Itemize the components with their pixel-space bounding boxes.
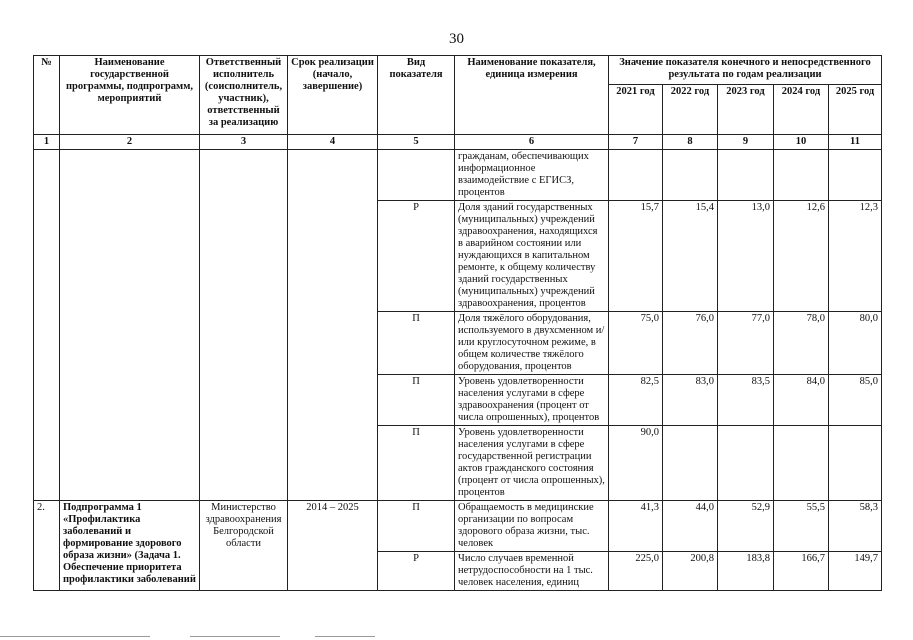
value-cell: 55,5 [774,501,829,552]
value-cell [829,426,882,501]
value-cell: 77,0 [718,312,774,375]
executor: Министерство здравоохранения Белгородской области [200,501,288,591]
indicator-name: Доля зданий государственных (муниципальных) учреждений здравоохранения, находящихся в аварийном состоянии или нуждающихся в капитальном ремонте, к общему количеству зданий государственных (муниципальных) учреждений здравоохранения, процентов [455,201,609,312]
header-year: 2025 год [829,85,882,135]
value-cell: 80,0 [829,312,882,375]
value-cell [609,150,663,201]
value-cell: 149,7 [829,552,882,591]
row-number: 2. [34,501,60,591]
empty-cell [200,150,288,501]
table-row [34,501,882,552]
column-number: 5 [378,135,455,150]
value-cell: 75,0 [609,312,663,375]
column-number: 10 [774,135,829,150]
header-year: 2021 год [609,85,663,135]
indicator-type: Р [378,552,455,591]
value-cell [718,426,774,501]
scan-artifact-line [0,636,150,637]
header-period: Срок реализации (начало, завершение) [288,56,378,135]
header-year: 2024 год [774,85,829,135]
header-year: 2022 год [663,85,718,135]
empty-cell [60,150,200,501]
value-cell: 15,7 [609,201,663,312]
indicator-name: Обращаемость в медицинские организации по вопросам здорового образа жизни, тыс. человек [455,501,609,552]
value-cell: 13,0 [718,201,774,312]
indicator-name: Уровень удовлетворенности населения услугами в сфере здравоохранения (процент от числа опрошенных), процентов [455,375,609,426]
header-row [34,56,882,85]
value-cell: 12,6 [774,201,829,312]
column-number: 4 [288,135,378,150]
indicator-type [378,150,455,201]
value-cell [718,150,774,201]
indicator-type: П [378,501,455,552]
empty-cell [34,150,60,501]
period: 2014 – 2025 [288,501,378,591]
value-cell: 76,0 [663,312,718,375]
indicator-name: Число случаев временной нетрудоспособности на 1 тыс. человек населения, единиц [455,552,609,591]
scan-artifact-line [315,636,375,637]
value-cell: 41,3 [609,501,663,552]
scan-artifact-line [190,636,280,637]
column-number: 3 [200,135,288,150]
header-year: 2023 год [718,85,774,135]
table-row [34,150,882,201]
value-cell [774,426,829,501]
value-cell: 83,5 [718,375,774,426]
value-cell [774,150,829,201]
value-cell: 84,0 [774,375,829,426]
value-cell: 12,3 [829,201,882,312]
column-number: 1 [34,135,60,150]
value-cell: 200,8 [663,552,718,591]
value-cell [663,150,718,201]
column-number: 2 [60,135,200,150]
value-cell: 44,0 [663,501,718,552]
value-cell: 85,0 [829,375,882,426]
page-number: 30 [449,31,464,47]
indicators-table [33,55,882,591]
indicator-name: Уровень удовлетворенности населения услугами в сфере государственной регистрации актов гражданского состояния (процент от числа опрошенных), процентов [455,426,609,501]
indicator-type: П [378,426,455,501]
column-number: 6 [455,135,609,150]
value-cell: 82,5 [609,375,663,426]
indicator-name: гражданам, обеспечивающих информационное взаимодействие с ЕГИСЗ, процентов [455,150,609,201]
header-indicator-type: Вид показателя [378,56,455,135]
header-executor: Ответственный исполнитель (соисполнитель, участник), ответственный за реализацию [200,56,288,135]
subprogram-name: Подпрограмма 1 «Профилактика заболеваний и формирование здорового образа жизни» (Задача 1. Обеспечение приоритета профилактики заболеваний [60,501,200,591]
empty-cell [288,150,378,501]
header-number: № [34,56,60,135]
column-number: 11 [829,135,882,150]
value-cell [663,426,718,501]
value-cell: 90,0 [609,426,663,501]
numbering-row [34,135,882,150]
header-values-group: Значение показателя конечного и непосредственного результата по годам реализации [609,56,882,85]
value-cell [829,150,882,201]
indicator-type: П [378,312,455,375]
value-cell: 183,8 [718,552,774,591]
value-cell: 15,4 [663,201,718,312]
value-cell: 225,0 [609,552,663,591]
column-number: 9 [718,135,774,150]
value-cell: 52,9 [718,501,774,552]
column-number: 8 [663,135,718,150]
indicator-name: Доля тяжёлого оборудования, используемого в двухсменном и/или круглосуточном режиме, в общем количестве тяжёлого оборудования, процентов [455,312,609,375]
value-cell: 166,7 [774,552,829,591]
value-cell: 78,0 [774,312,829,375]
indicator-type: П [378,375,455,426]
value-cell: 83,0 [663,375,718,426]
column-number: 7 [609,135,663,150]
header-indicator-name: Наименование показателя, единица измерения [455,56,609,135]
value-cell: 58,3 [829,501,882,552]
header-program-name: Наименование государственной программы, подпрограмм, мероприятий [60,56,200,135]
indicator-type: Р [378,201,455,312]
